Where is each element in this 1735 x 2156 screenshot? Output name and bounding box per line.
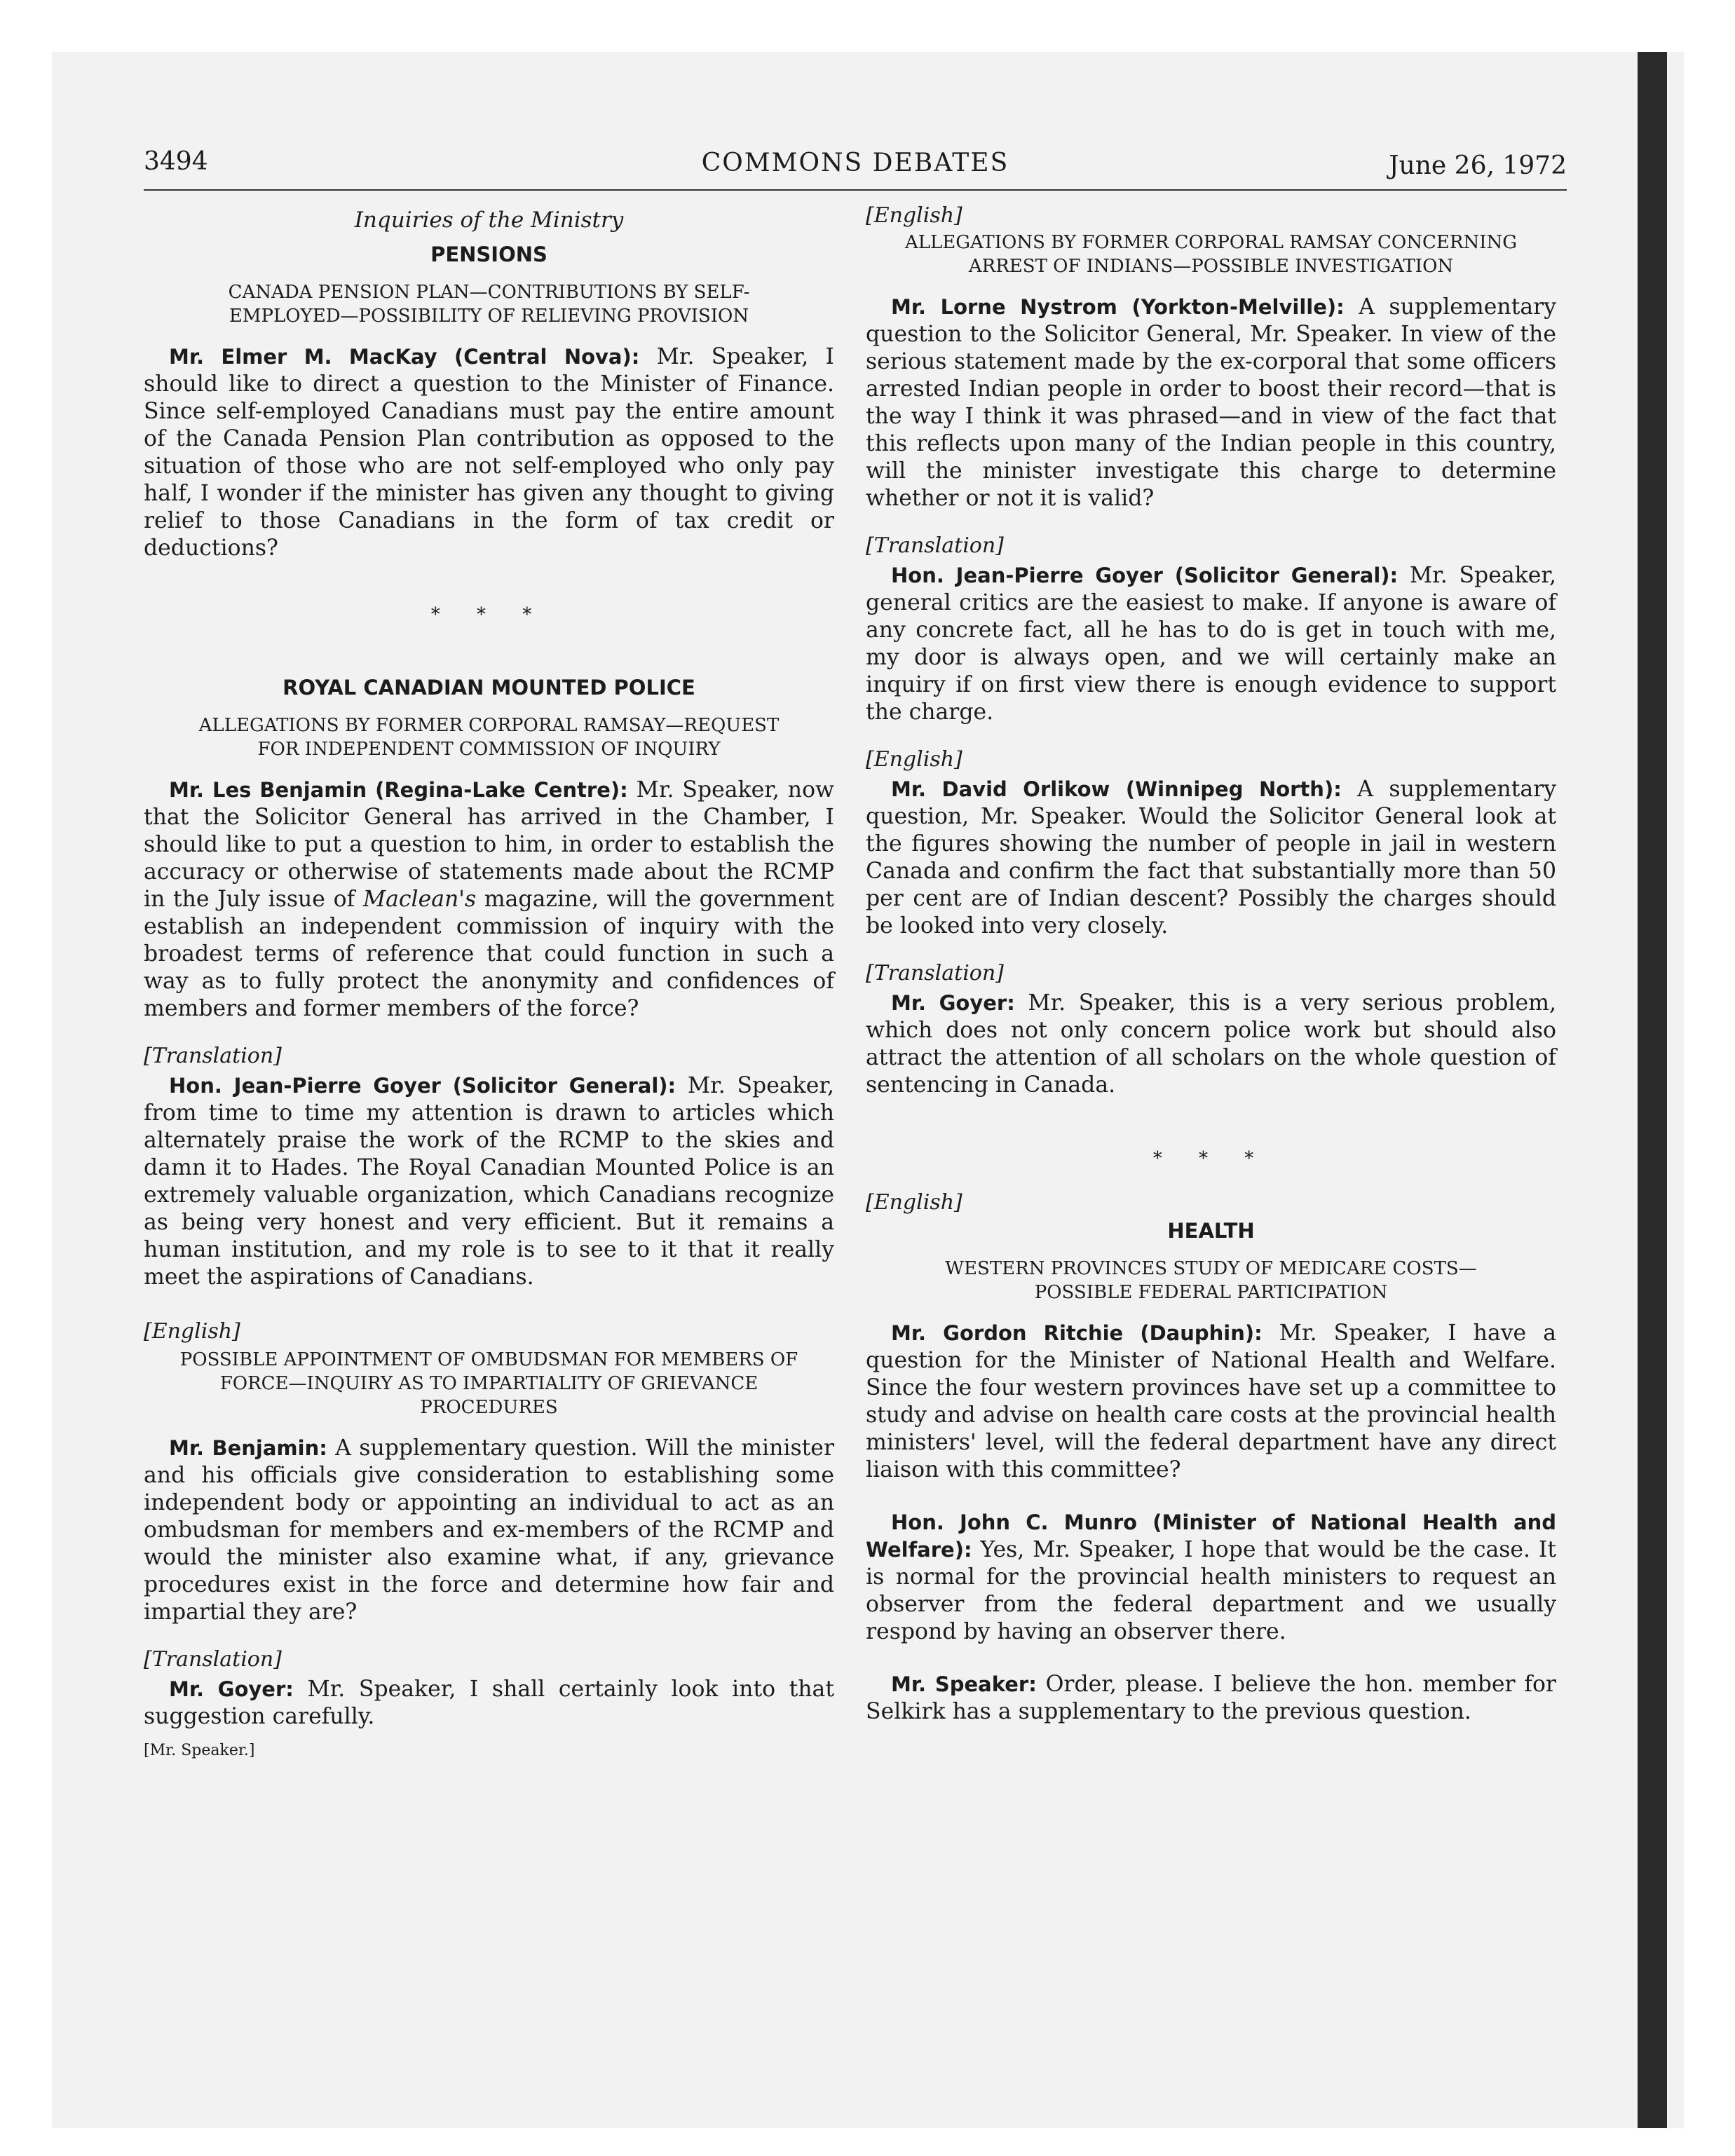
paragraph: [866, 294, 1556, 512]
paragraph-text: A supplementary question to the Solicitor General, Mr. Speaker. In view of the serious statement made by the ex-corporal that some officers arrested Indian people in order to boost their record—that is the way I think it was phrased—and in view of the fact that this reflects upon many of the Indian people in this country, will the minister investigate this charge to determine whether or not it is valid?: [866, 294, 1557, 511]
section-title-rcmp: ROYAL CANADIAN MOUNTED POLICE: [283, 676, 695, 700]
paragraph: [866, 1671, 1556, 1726]
language-marker: [Translation]: [866, 961, 1004, 985]
paragraph-text: Mr. Speaker, this is a very serious problem, which does not only concern police work but should also attract the attention of all scholars on the whole question of sentencing in Canada.: [866, 990, 1556, 1098]
subheading: WESTERN PROVINCES STUDY OF MEDICARE COSTS—POSSIBLE FEDERAL PARTICIPATION: [945, 1258, 1477, 1303]
scan-edge-bar: [1638, 52, 1667, 2128]
subheading: CANADA PENSION PLAN—CONTRIBUTIONS BY SELF-EMPLOYED—POSSIBILITY OF RELIEVING PROVISION: [228, 282, 750, 327]
paragraph: [144, 1435, 834, 1626]
section-title-health: HEALTH: [1167, 1219, 1255, 1243]
paragraph-text: Order, please. I believe the hon. member for Selkirk has a supplementary to the previous question.: [866, 1672, 1556, 1724]
paragraph-text: Mr. Speaker, now that the Solicitor General has arrived in the Chamber, I should like to put a question to him, in order to establish the accuracy or otherwise of statements made about the RCMP in the July issue of: [144, 777, 835, 912]
paragraph: [144, 777, 834, 1023]
language-marker: [English]: [144, 1319, 240, 1344]
left-column: [144, 203, 834, 1759]
paragraph-text: Mr. Speaker, general critics are the easiest to make. If anyone is aware of any concrete fact, all he has to do is get in touch with me, my door is always open, and we will certainly make an inquiry if on first view there is enough evidence to support the charge.: [866, 563, 1556, 725]
paragraph-text: A supplementary question. Will the minister and his officials give consideration to establishing some independent body or appointing an individual to act as an ombudsman for members and ex-members of the RCMP and would the minister also examine what, if any, grievance procedures exist in the force and determine how fair and impartial they are?: [144, 1435, 834, 1625]
language-marker: [Translation]: [144, 1044, 282, 1068]
page-header: [144, 147, 1567, 191]
section-title-pensions: PENSIONS: [430, 243, 547, 266]
speaker-name: Hon. John C. Munro (Minister of National Health and Welfare):: [866, 1510, 1556, 1562]
language-marker: [English]: [866, 1190, 962, 1215]
subheading: POSSIBLE APPOINTMENT OF OMBUDSMAN FOR MEMBERS OF FORCE—INQUIRY AS TO IMPARTIALITY OF GRIEVANCE PROCEDURES: [179, 1349, 798, 1418]
speaker-name: Mr. David Orlikow (Winnipeg North):: [891, 777, 1342, 801]
publication-date: June 26, 1972: [1389, 151, 1567, 180]
language-marker: [Translation]: [866, 533, 1004, 558]
publication-title: COMMONS DEBATES: [701, 149, 1009, 177]
subheading: ALLEGATIONS BY FORMER CORPORAL RAMSAY CONCERNING ARREST OF INDIANS—POSSIBLE INVESTIGATION: [905, 232, 1517, 277]
language-marker: [English]: [866, 203, 962, 228]
paragraph: [866, 1509, 1556, 1646]
subheading: ALLEGATIONS BY FORMER CORPORAL RAMSAY—REQUEST FOR INDEPENDENT COMMISSION OF INQUIRY: [198, 715, 780, 760]
language-marker: [Translation]: [144, 1647, 282, 1672]
speaker-name: Mr. Goyer:: [169, 1677, 294, 1701]
paragraph: [866, 1320, 1556, 1484]
speaker-name: Mr. Benjamin:: [169, 1436, 327, 1460]
speaker-name: Mr. Speaker:: [891, 1672, 1037, 1696]
paragraph-text: Mr. Speaker, I have a question for the Minister of National Health and Welfare. Since the four western provinces have set up a committee to study and advise on health care costs at the provincial health ministers' level, will the federal department have any direct liaison with this committee?: [866, 1321, 1556, 1482]
paragraph-text: magazine, will the government establish an independent commission of inquiry with the broadest terms of reference that could function in such a way as to fully protect the anonymity and confidences of members and former members of the force?: [144, 887, 835, 1021]
paragraph: [144, 343, 834, 562]
paragraph: [144, 1072, 834, 1291]
section-italic-heading: Inquiries of the Ministry: [354, 207, 624, 233]
right-column: [866, 203, 1556, 1726]
speaker-name: Mr. Les Benjamin (Regina-Lake Centre):: [169, 778, 628, 802]
paragraph: [866, 990, 1556, 1099]
page: [144, 147, 1567, 1970]
speaker-name: Hon. Jean-Pierre Goyer (Solicitor General):: [169, 1074, 676, 1098]
language-marker: [English]: [866, 747, 962, 772]
section-separator: * * *: [1152, 1148, 1270, 1169]
paragraph-text: Mr. Speaker, from time to time my attention is drawn to articles which alternately praise the work of the RCMP to the skies and damn it to Hades. The Royal Canadian Mounted Police is an extremely valuable organization, which Canadians recognize as being very honest and very efficient. But it remains a human institution, and my role is to see to it that it really meet the aspirations of Canadians.: [144, 1073, 834, 1290]
speaker-name: Mr. Gordon Ritchie (Dauphin):: [891, 1321, 1263, 1345]
paragraph: [144, 1676, 834, 1731]
speaker-name: Hon. Jean-Pierre Goyer (Solicitor General):: [891, 564, 1399, 587]
speaker-name: Mr. Goyer:: [891, 991, 1015, 1015]
footer-note: [Mr. Speaker.]: [144, 1742, 255, 1759]
magazine-title: Maclean's: [362, 887, 477, 912]
section-separator: * * *: [430, 604, 547, 625]
paragraph-text: Mr. Speaker, I should like to direct a question to the Minister of Finance. Since self-employed Canadians must pay the entire amount of the Canada Pension Plan contribution as opposed to the situation of those who are not self-employed who only pay half, I wonder if the minister has given any thought to giving relief to those Canadians in the form of tax credit or deductions?: [144, 344, 834, 561]
speaker-name: Mr. Lorne Nystrom (Yorkton-Melville):: [891, 295, 1345, 319]
paragraph-text: Yes, Mr. Speaker, I hope that would be the case. It is normal for the provincial health ministers to request an observer from the federal department and we usually respond by having an observer there.: [866, 1537, 1556, 1644]
paragraph: [866, 776, 1556, 940]
page-number: 3494: [144, 147, 208, 176]
paragraph-text: Mr. Speaker, I shall certainly look into that suggestion carefully.: [144, 1677, 835, 1729]
speaker-name: Mr. Elmer M. MacKay (Central Nova):: [169, 345, 640, 369]
paragraph: [866, 562, 1556, 726]
paragraph-text: A supplementary question, Mr. Speaker. Would the Solicitor General look at the figures showing the number of people in jail in western Canada and confirm the fact that substantially more than 50 per cent are of Indian descent? Possibly the charges should be looked into very closely.: [866, 777, 1556, 939]
